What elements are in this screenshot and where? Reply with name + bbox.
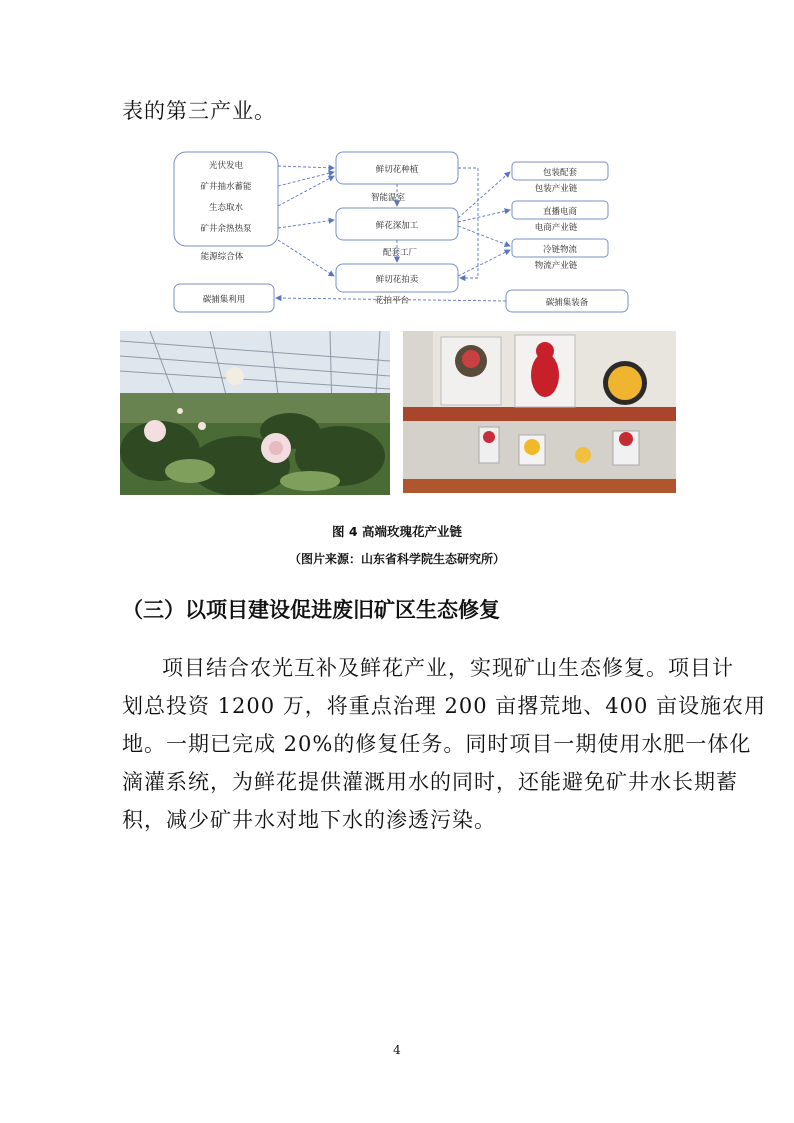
carbon-use-label: 碳捕集利用 xyxy=(202,295,246,305)
chain-note: 配套工厂 xyxy=(382,248,418,258)
figure-source: （图片来源：山东省科学院生态研究所） xyxy=(288,552,505,566)
energy-item: 生态取水 xyxy=(208,203,244,213)
paragraph-line: 滴灌系统，为鲜花提供灌溉用水的同时，还能避免矿井水长期蓄 xyxy=(122,770,738,794)
energy-item: 矿井余热热泵 xyxy=(200,224,252,234)
paragraph-line: 积，减少矿井水对地下水的渗透污染。 xyxy=(122,808,496,832)
side-box-label: 直播电商 xyxy=(542,207,578,217)
paragraph-line: 项目结合农光互补及鲜花产业，实现矿山生态修复。项目计 xyxy=(162,656,734,680)
side-box-label: 冷链物流 xyxy=(542,245,578,255)
section-heading: （三）以项目建设促进废旧矿区生态修复 xyxy=(122,598,500,622)
energy-item: 矿井抽水蓄能 xyxy=(200,182,252,192)
industry-chain-diagram xyxy=(160,148,640,320)
side-note: 包装产业链 xyxy=(534,184,578,194)
greenhouse-rose-photo xyxy=(120,331,390,495)
side-note: 物流产业链 xyxy=(534,261,578,271)
chain-box-label: 鲜切花种植 xyxy=(375,165,419,175)
chain-box-label: 鲜花深加工 xyxy=(375,221,419,231)
side-note: 电商产业链 xyxy=(534,223,578,233)
preserved-flower-display-photo xyxy=(403,331,676,493)
intro-line: 表的第三产业。 xyxy=(122,99,276,123)
chain-box-label: 鲜切花拍卖 xyxy=(375,275,419,285)
energy-item: 光伏发电 xyxy=(208,161,244,171)
energy-complex-label: 能源综合体 xyxy=(200,252,244,262)
figure-caption: 图 4 高端玫瑰花产业链 xyxy=(332,524,462,539)
paragraph-line: 划总投资 1200 万，将重点治理 200 亩撂荒地、400 亩设施农用 xyxy=(122,694,766,718)
chain-note: 花拍平台 xyxy=(374,296,410,306)
paragraph-line: 地。一期已完成 20%的修复任务。同时项目一期使用水肥一体化 xyxy=(122,732,752,756)
side-box-label: 包装配套 xyxy=(542,168,578,178)
chain-note: 智能温室 xyxy=(370,193,406,203)
carbon-equipment-label: 碳捕集装备 xyxy=(545,298,589,308)
page-number: 4 xyxy=(393,1043,401,1057)
